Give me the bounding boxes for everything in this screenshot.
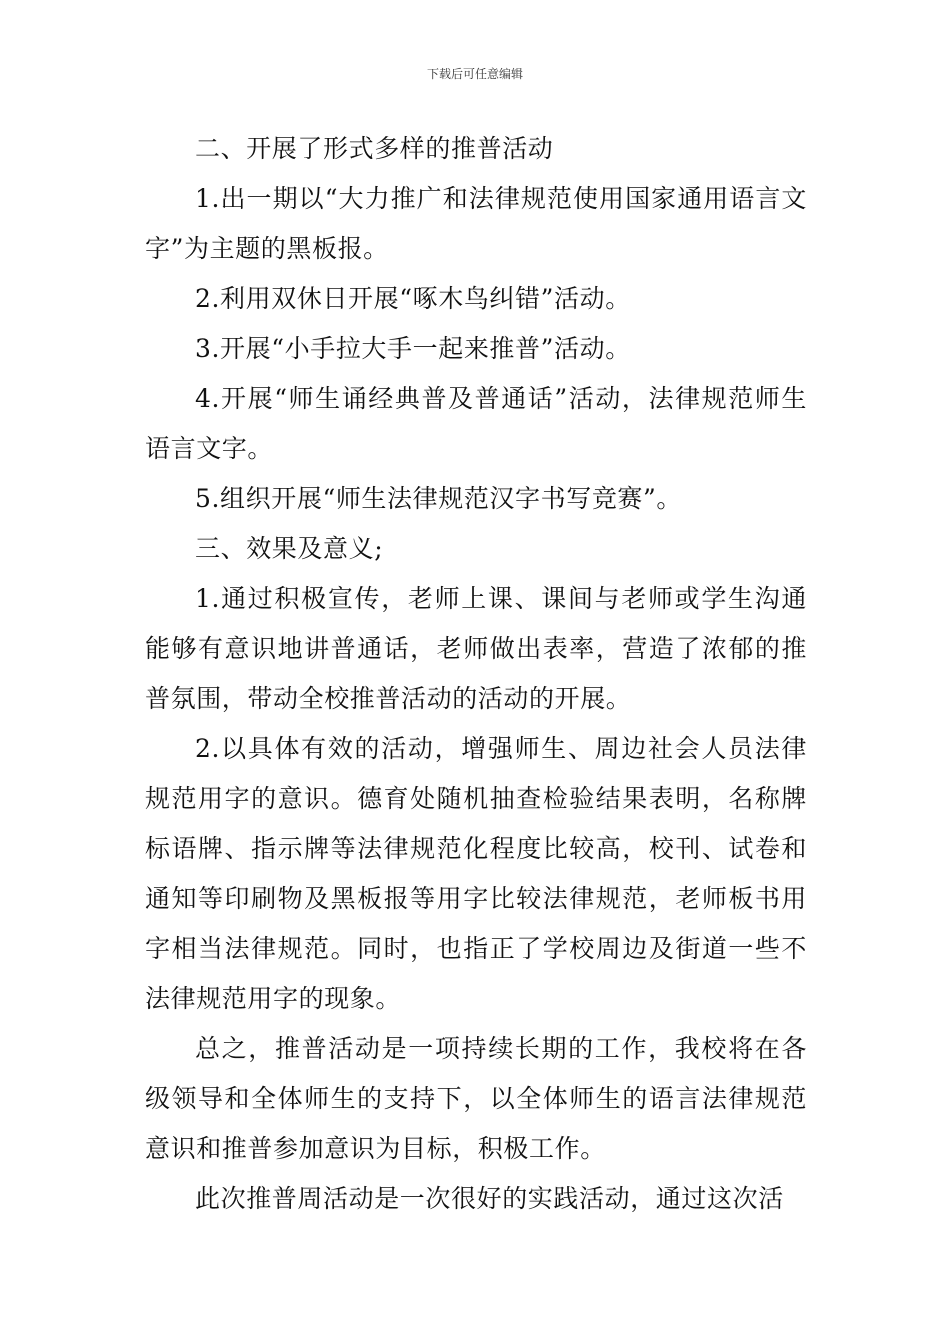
summary-paragraph: 总之，推普活动是一项持续长期的工作，我校将在各级领导和全体师生的支持下，以全体师生的语言法律规范意识和推普参加意识为目标，积极工作。 <box>145 1034 807 1163</box>
page-header: 下载后可任意编辑 <box>426 67 523 81</box>
list-item: 3.开展“小手拉大手一起来推普”活动。 <box>195 334 631 363</box>
list-item: 4.开展“师生诵经典普及普通话”活动，法律规范师生语言文字。 <box>145 384 807 463</box>
list-item: 2.以具体有效的活动，增强师生、周边社会人员法律规范用字的意识。德育处随机抽查检验结果表明，名称牌标语牌、指示牌等法律规范化程度比较高，校刊、试卷和通知等印刷物及黑板报等用字比较法律规范，老师板书用字相当法律规范。同时，也指正了学校周边及街道一些不法律规范用字的现象。 <box>145 734 807 1013</box>
list-item: 2.利用双休日开展“啄木鸟纠错”活动。 <box>195 284 631 313</box>
section-heading-effects: 三、效果及意义; <box>195 534 384 563</box>
document-body <box>145 124 807 1224</box>
closing-paragraph: 此次推普周活动是一次很好的实践活动，通过这次活 <box>195 1184 784 1213</box>
list-item: 1.通过积极宣传，老师上课、课间与老师或学生沟通能够有意识地讲普通话，老师做出表率，营造了浓郁的推普氛围，带动全校推普活动的活动的开展。 <box>145 584 807 713</box>
section-heading-activities: 二、开展了形式多样的推普活动 <box>195 134 554 163</box>
list-item: 5.组织开展“师生法律规范汉字书写竞赛”。 <box>195 484 683 513</box>
list-item: 1.出一期以“大力推广和法律规范使用国家通用语言文字”为主题的黑板报。 <box>145 184 807 263</box>
